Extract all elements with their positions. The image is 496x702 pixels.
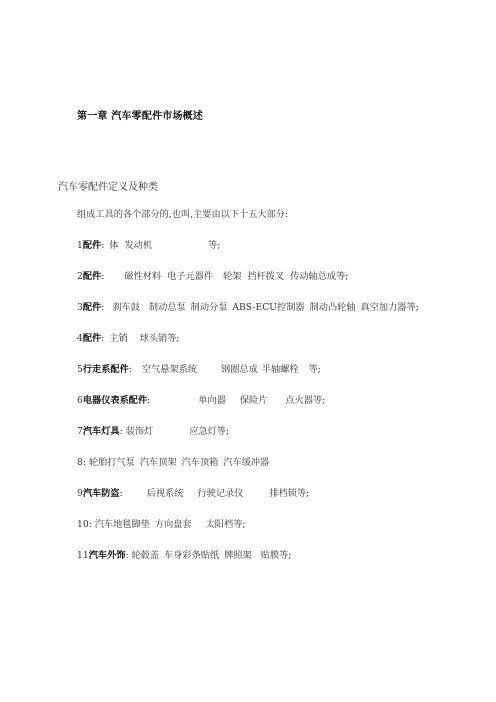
item-part: 汽车顶架 — [139, 457, 177, 468]
item-number: 3 — [77, 302, 83, 313]
item-part: 排档锁等; — [269, 488, 310, 499]
item-part: 牌照架 — [224, 550, 252, 561]
item-part: 发动机 — [124, 240, 153, 251]
item-separator: : — [128, 364, 132, 375]
intro-paragraph: 组成工具的各个部分的,也叫,主要由以下十五大部分: — [77, 209, 289, 220]
item-part: 电子元器件 — [167, 271, 214, 282]
list-item-10 — [77, 519, 245, 531]
item-title: 电器仪表系配件 — [82, 395, 148, 406]
item-number: 2 — [77, 271, 83, 282]
list-item-3 — [77, 302, 419, 314]
list-item-6 — [77, 395, 325, 407]
item-part: 装饰灯 — [125, 426, 154, 437]
list-item-8 — [77, 457, 269, 469]
list-item-5 — [77, 364, 321, 376]
item-part: 汽车地毯脚垫 — [94, 519, 150, 530]
item-part: 空气悬架系统 — [141, 364, 198, 375]
item-part: 行驶记录仪 — [197, 488, 244, 499]
item-part: 方向盘套 — [154, 519, 192, 530]
item-part: 贴膜等; — [260, 550, 292, 561]
item-title: 汽车灯具 — [82, 426, 120, 437]
item-separator: : — [101, 271, 105, 282]
list-item-7 — [77, 426, 229, 438]
item-separator: : — [119, 426, 126, 437]
item-part: 钢圈总成 — [221, 364, 258, 375]
item-part: 等; — [308, 364, 321, 375]
item-number: 1 — [77, 240, 83, 251]
item-number: 11 — [77, 550, 89, 561]
chapter-title: 第一章 汽车零配件市场概述 — [77, 111, 204, 122]
list-item-4 — [77, 333, 180, 345]
item-part: 体 — [109, 240, 119, 251]
item-part: 半轴螺栓 — [261, 364, 299, 375]
item-part: 球头销等; — [139, 333, 180, 344]
item-part: 保险片 — [239, 395, 268, 406]
item-separator: : — [119, 488, 123, 499]
item-part: 轮胎打气泵 — [88, 457, 135, 468]
item-separator: : — [101, 333, 108, 344]
item-title: 配件 — [82, 271, 102, 282]
item-part: 太阳档等; — [205, 519, 246, 530]
item-number: 5 — [77, 364, 83, 375]
item-title: 配件 — [82, 302, 102, 313]
item-part: 汽车缓冲器 — [223, 457, 270, 468]
item-part: 车身彩条贴纸 — [164, 550, 220, 561]
item-part: 制动总泵 — [148, 302, 186, 313]
item-part: 应急灯等; — [189, 426, 230, 437]
item-part: 轮架 — [223, 271, 242, 282]
item-part: 轮毂盖 — [131, 550, 160, 561]
section-heading: 汽车零配件定义及种类 — [58, 182, 158, 193]
item-number: 6 — [77, 395, 83, 406]
item-title: 汽车防盗 — [82, 488, 120, 499]
item-part: 传动轴总成等; — [290, 271, 349, 282]
item-number: 7 — [77, 426, 83, 437]
item-separator: : — [125, 550, 132, 561]
item-separator: : — [101, 240, 108, 251]
item-number: 9 — [77, 488, 83, 499]
item-part: ABS-ECU控制器 — [232, 302, 305, 313]
item-title: 汽车外饰 — [88, 550, 126, 561]
item-number: 4 — [77, 333, 83, 344]
item-number: 8 — [77, 457, 83, 468]
item-title: 行走系配件 — [82, 364, 129, 375]
item-part: 点火器等; — [285, 395, 326, 406]
item-separator: : — [101, 302, 105, 313]
item-separator: : — [88, 519, 95, 530]
item-separator: : — [82, 457, 89, 468]
item-number: 10 — [77, 519, 89, 530]
item-title: 配件 — [82, 240, 102, 251]
item-part: 单向器 — [198, 395, 226, 406]
item-part: 等; — [208, 240, 221, 251]
item-part: 制动分泵 — [190, 302, 228, 313]
item-part: 刹车鼓 — [112, 302, 140, 313]
item-part: 磁性材料 — [124, 271, 162, 282]
item-part: 汽车顶箱 — [181, 457, 219, 468]
item-part: 挡杆拨叉 — [247, 271, 285, 282]
item-title: 配件 — [82, 333, 102, 344]
item-part: 真空加力器等; — [360, 302, 419, 313]
list-item-1 — [77, 240, 220, 252]
item-part: 制动凸轮轴 — [309, 302, 356, 313]
item-part: 后视系统 — [146, 488, 184, 499]
item-part: 主销 — [109, 333, 128, 344]
list-item-2 — [77, 271, 348, 283]
list-item-11 — [77, 550, 291, 562]
item-separator: : — [147, 395, 151, 406]
list-item-9 — [77, 488, 309, 500]
